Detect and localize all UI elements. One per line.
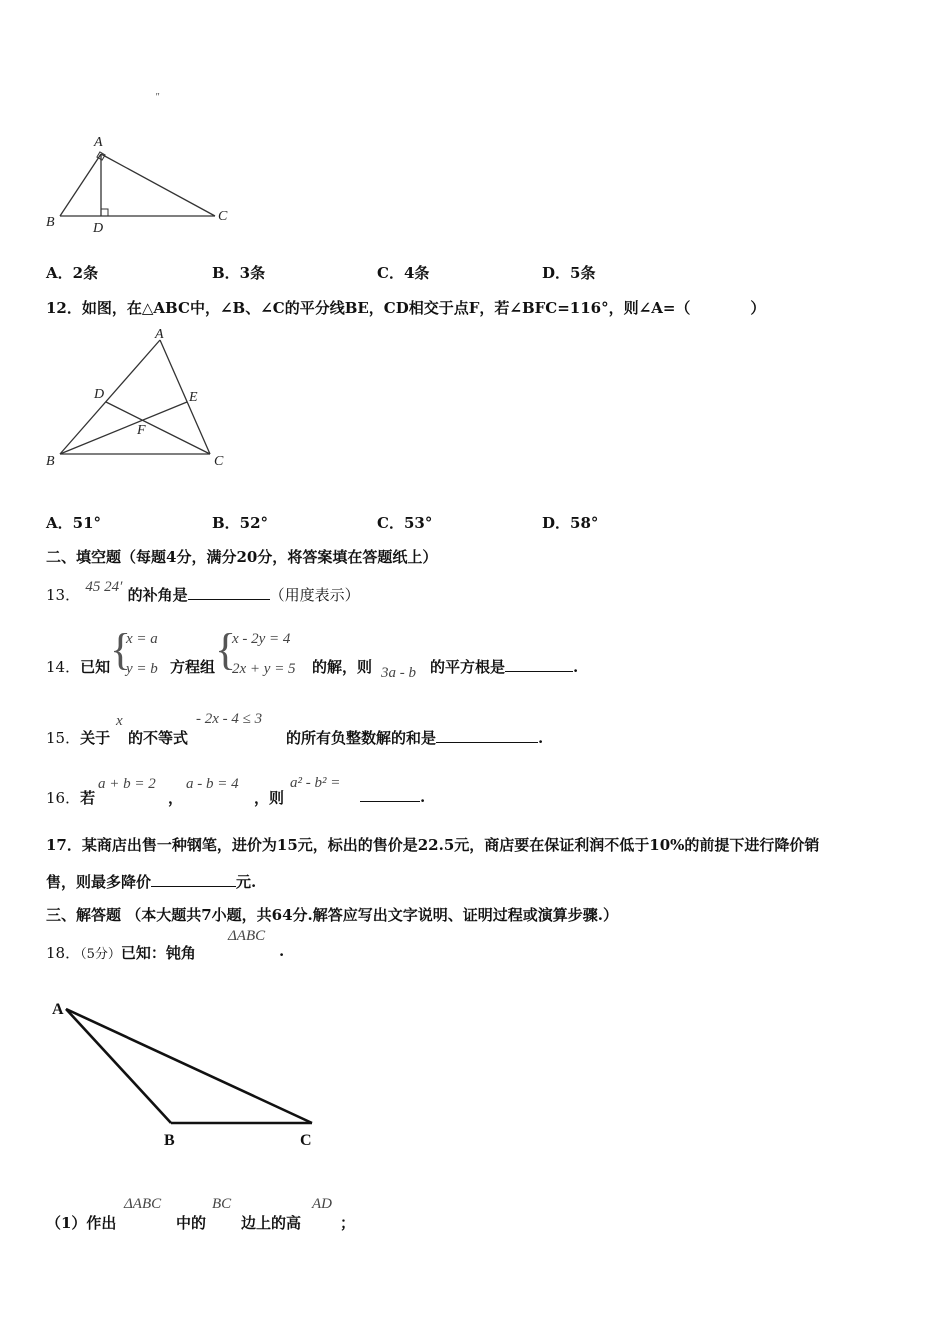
segment-ac [160, 340, 210, 454]
label-c: C [214, 454, 224, 469]
q13-answer-blank [188, 585, 270, 600]
q17-line-2: 售，则最多降价 元. [46, 873, 257, 891]
q12-question: 12．如图，在△ABC中，∠B、∠C的平分线BE，CD相交于点F，若∠BFC=116°，则∠A=（ ） [46, 299, 766, 317]
figure-q11-triangle [40, 128, 240, 238]
q17-answer-blank [151, 872, 236, 887]
q16-answer-blank [360, 787, 420, 802]
q14-sys2-row2: 2x + y = 5 [232, 661, 296, 677]
label-b: B [164, 1132, 175, 1149]
q16-sep: ， [168, 789, 184, 807]
label-d: D [94, 387, 105, 402]
q16-equation-1: a + b = 2 [98, 776, 156, 792]
segment-ac [101, 154, 215, 216]
q12-option-d: D．58° [542, 514, 599, 532]
q12-option-b: B．52° [212, 514, 269, 532]
label-b: B [46, 215, 55, 230]
segment-ac [66, 1009, 312, 1123]
q13-angle: 45 24′ [85, 579, 123, 595]
q15-variable-x: x [116, 713, 123, 729]
q15-text-c: 的所有负整数解的和是 . [286, 729, 544, 747]
q11-option-d: D．5条 [542, 264, 596, 282]
q14-text-b: 方程组 [170, 658, 216, 676]
q14-sys2-row1: x - 2y = 4 [232, 631, 291, 647]
q16-equation-2: a - b = 4 [186, 776, 239, 792]
q18-part-1-text-b: 边上的高 [241, 1214, 302, 1232]
label-d: D [93, 221, 104, 236]
q18-part-1-triangle: ΔABC [124, 1196, 162, 1212]
segment-be [60, 402, 187, 454]
q18-part-1-text-a: 中的 [176, 1214, 207, 1232]
section-2-title: 二、填空题（每题4分，满分20分，将答案填在答题纸上） [46, 548, 438, 566]
figure-q12-triangle [40, 326, 240, 476]
label-c: C [300, 1132, 312, 1149]
q18-end: . [279, 942, 285, 960]
q18-part-1-end: ； [340, 1214, 356, 1232]
q12-option-c: C．53° [377, 514, 433, 532]
q14-expression: 3a - b [381, 665, 416, 681]
q11-option-c: C．4条 [377, 264, 430, 282]
label-b: B [46, 454, 55, 469]
segment-ab [60, 154, 101, 216]
q13 [46, 579, 360, 605]
label-a: A [155, 327, 164, 342]
segment-cd [106, 402, 210, 454]
q14-sys1-row2: y = b [126, 661, 158, 677]
q11-option-b: B．3条 [212, 264, 266, 282]
q14-number: 14．已知 [46, 658, 111, 676]
q18-part-1-label: （1）作出 [46, 1214, 117, 1232]
label-c: C [218, 209, 228, 224]
stray-mark: " [155, 92, 160, 103]
q11-option-a: A．2条 [46, 264, 99, 282]
label-e: E [189, 390, 198, 405]
q13-number: 13． [46, 586, 81, 604]
q14-answer-blank [505, 657, 573, 672]
right-angle-mark-d [101, 209, 108, 216]
segment-ab [66, 1009, 171, 1123]
q14-brace-1: { [110, 625, 132, 674]
label-f: F [137, 423, 146, 438]
q16-answer: . [360, 787, 425, 806]
q18-part-1-side: BC [212, 1196, 232, 1212]
q13-text-b: （用度表示） [269, 586, 360, 604]
label-a: A [52, 1001, 64, 1018]
label-a: A [94, 135, 103, 150]
q15: 15．关于 [46, 729, 111, 747]
q12-option-a: A．51° [46, 514, 102, 532]
q13-text-a: 的补角是 [127, 586, 188, 604]
q17-line-1: 17．某商店出售一种钢笔，进价为15元，标出的售价是22.5元，商店要在保证利润不低于10%的前提下进行降价销 [46, 836, 820, 854]
q18: 18．（5分）已知：钝角 [46, 944, 196, 962]
q15-answer-blank [436, 728, 538, 743]
q14-text-d: 的平方根是 . [430, 658, 579, 676]
section-3-title: 三、解答题 （本大题共7小题，共64分.解答应写出文字说明、证明过程或演算步骤.） [46, 906, 618, 924]
q18-triangle-name: ΔABC [228, 928, 266, 944]
q14-sys1-row1: x = a [126, 631, 158, 647]
q18-part-1-height: AD [312, 1196, 332, 1212]
q14-text-c: 的解，则 [312, 658, 373, 676]
q15-inequality: - 2x - 4 ≤ 3 [196, 711, 263, 727]
q14-brace-2: { [215, 625, 237, 674]
q16: 16．若 [46, 789, 96, 807]
q15-text-b: 的不等式 [128, 729, 189, 747]
q16-text-b: ，则 [254, 789, 285, 807]
figure-q18-obtuse-triangle [46, 992, 336, 1162]
q16-expression: a² - b² = [290, 775, 341, 791]
